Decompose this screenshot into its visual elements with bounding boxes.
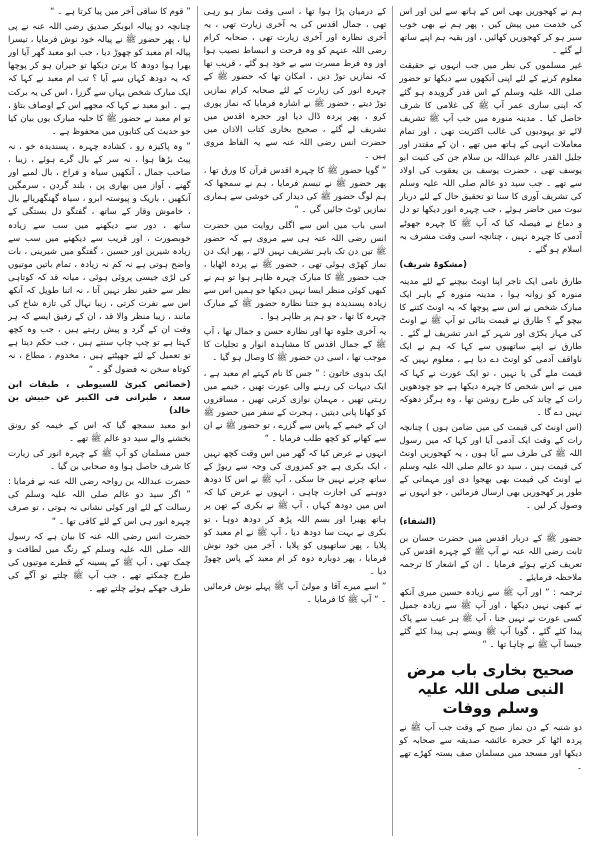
paragraph: انہوں نے عرض کیا کہ گھر میں اس وقت کچھ نہیں ، ایک بکری ہے جو کمزوری کی وجہ سے ریوڑ کے ساتھ چرنے نہیں جا سکی ، آپ ﷺ نے اس کا دودھ دوہنے کی اجازت چاہی ، انہوں نے عرض کیا کہ اس میں دودھ کہاں ، آپ ﷺ نے بکری کے تھن پر ہاتھ پھیرا اور بسم اللہ پڑھ کر دودھ دوہا ، تو بکری نے بہت سا دودھ دیا ، آپ ﷺ نے ام معبد کو پلایا ، پھر ساتھیوں کو پلایا ، آخر میں خود نوش فرمایا ، پھر دوبارہ دوہ کر ام معبد کے پاس چھوڑ دیا ۔: [203, 449, 387, 577]
column-divider: [392, 6, 393, 836]
paragraph: ” اسے میرے آقا و مولیٰ آپ ﷺ پہلے نوش فرمائیں ۔ “ آپ ﷺ کا فرمایا ۔: [203, 582, 387, 606]
paragraph: حضرت عبداللہ بن رواحہ رضی اللہ عنہ نے فرمایا : ” اگر سید دو عالم صلی اللہ علیہ وسلم کی رسالت کے لئے اور کوئی نشانی نہ ہوتی ، تو صرف چہرہ انور ہی اس کے لئے کافی تھا ۔ “: [7, 477, 191, 527]
paragraph: ” وہ پاکیزہ رو ، کشادہ چہرہ ، پسندیدہ خو ، نہ پیٹ بڑھا ہوا ، نہ سر کے بال گرے ہوئے ، زیبا ، صاحب جمال ، آنکھیں سیاہ و فراخ ، بال لمبے اور گھنے ، آواز میں بھاری پن ، بلند گردن ، سرمگیں آنکھیں ، باریک و پیوستہ ابرو ، سیاہ گھنگھریالے بال ، خاموش وقار کے ساتھ ، گفتگو دل بستگی کے ساتھ ، دور سے دیکھنے میں سب سے زیادہ خوبصورت ، اور قریب سے دیکھنے میں سب سے زیادہ شیریں اور حسین ، گفتگو میں شیرینی ، بات واضح ہوتی ہے نہ کم نہ زیادہ ، تمام باتیں موتیوں کی لڑی جیسی پروئی ہوئی ، میانہ قد کہ کوتاہی نظر سے حقیر نظر نہیں آتا ، نہ اتنا طویل کہ آنکھ اس سے نفرت کرتی ، زیبا نہال کی تازہ شاخ کی مانند ، زیبا منظر والا قد ، ان کے رفیق ایسے کہ ہر وقت ان کے گرد و پیش رہتے ہیں ، جب وہ کچھ کہتا ہے تو چپ چاپ سنتے ہیں ، جب حکم دیتا ہے تو تعمیل کے لئے جھپٹتے ہیں ، مخدوم ، مطاع ، نہ کوتاہ سخن نہ فضول گو ۔ “: [7, 141, 191, 375]
paragraph: کے درمیان پڑا ہوا تھا ، اسی وقت نماز ہو رہی تھی ، جمال اقدس کی یہ آخری زیارت تھی ، یہ آخری نظارہ اور آخری زیارت تھی ، صحابہ کرام رضی اللہ عنہم کو وہ فرحت و انبساط نصیب ہوا اور وہ فرط مسرت سے بے خود ہو گئے ، قریب تھا کہ نمازیں توڑ دیں ، امکان تھا کہ حضور ﷺ کے چہرہ انور کی زیارت کے لئے صحابہ کرام نمازیں توڑ دیتے ، حضور ﷺ نے اشارہ فرمایا کہ نماز پوری کرو ، پھر پردہ ڈال دیا اور حجرہ اقدس میں تشریف لے گئے ، صحیح بخاری کتاب الاذان میں حضرت انس رضی اللہ عنہ سے یہ الفاظ مروی ہیں ۔: [203, 7, 387, 162]
reference-citation: (خصائص کبریٰ للسیوطی ، طبقات ابن سعد ، طبرانی فی الکبیر عن حبیش بن خالد): [7, 379, 191, 416]
paragraph: ترجمہ : ” اور آپ ﷺ سے زیادہ حسین میری آنکھ نے کبھی نہیں دیکھا ، اور آپ ﷺ سے زیادہ جمیل کسی عورت نے نہیں جنا ، آپ ﷺ ہر عیب سے پاک پیدا کئے گئے ، گویا آپ ﷺ ویسے ہی پیدا کئے گئے جیسا آپ ﷺ نے چاہا تھا ۔ “: [399, 588, 582, 651]
paragraph: چنانچہ دو پیالہ ابوبکر صدیق رضی اللہ عنہ نے پی لیا ، پھر حضور ﷺ نے پیالہ خود نوش فرمایا ، تیسرا پیالہ ام معبد کو چھوڑ دیا ، جب ابو معبد گھر آیا اور بھرا ہوا دودھ کا برتن دیکھا تو حیران ہو کر پوچھا کہ یہ دودھ کہاں سے آیا ؟ تب ام معبد نے کہا کہ ایک مبارک شخص یہاں سے گزرا ، اس کی یہ برکت ہے ۔ ابو معبد نے کہا کہ مجھے اس کے اوصاف بتاؤ ، تو ام معبد نے حضور ﷺ کا حلیہ مبارک یوں بیان کیا جو حدیث کی کتابوں میں محفوظ ہے ۔: [7, 22, 191, 137]
paragraph: دو شنبہ کے دن نماز صبح کے وقت جب آپ ﷺ نے پردہ اٹھا کر حجرہ عائشہ صدیقہ سے صحابہ کو دیکھا اور مسجد میں مسلمان صف بستہ کھڑے تھے ۔: [399, 722, 582, 772]
column-right: [399, 6, 582, 836]
paragraph: ہم نے کھجوریں بھی اس کے ہاتھ سے لیں اور اس کی خدمت میں پیش کیں ، پھر ہم نے بھی خوب سیر ہو کر کھجوریں کھائیں ، اور بقیہ ہم اپنے ساتھ لے گئے ۔: [399, 7, 582, 57]
paragraph: جس مسلمان کو آپ ﷺ کے چہرہ انور کی زیارت کا شرف حاصل ہوا وہ صحابی بن گیا ۔: [7, 449, 191, 473]
paragraph: ” قوم کا ساقی آخر میں پیا کرتا ہے ۔ “: [50, 7, 191, 17]
column-divider: [197, 6, 198, 836]
paragraph: ایک بدوی خاتون : ” جس کا نام کہتے ام معبد ہے ، ایک دیہات کی رہنے والی عورت تھیں ، خیمے میں رہتی تھیں ، مہمان نوازی کرتی تھیں ، مسافروں کو کھانا پانی دیتیں ، ہجرت کے سفر میں حضور ﷺ ان کے خیمے کے پاس سے گزرے ، تو حضور ﷺ نے ان سے کھانے کو کچھ طلب فرمایا ۔ “: [203, 368, 387, 444]
column-middle: [204, 6, 387, 836]
paragraph: حضرت انس رضی اللہ عنہ کا بیان ہے کہ رسول اللہ صلی اللہ علیہ وسلم کے رنگ میں لطافت و چمک تھی ، آپ ﷺ کے پسینہ کے قطرے موتیوں کی طرح چمکتے تھے ، جب آپ ﷺ چلتے تو آگے کی طرف جھکے ہوئے چلتے تھے ۔: [7, 531, 191, 595]
reference-citation: (الشفاء): [399, 516, 436, 527]
text-columns: [8, 6, 582, 836]
paragraph: یہ آخری جلوہ تھا اور نظارہ حسن و جمال تھا ، آپ ﷺ کے جمال اقدس کا مشاہدہ انوار و تجلیات کا موجب تھا ، اسی دن حضور ﷺ کا وصال ہو گیا ۔: [203, 327, 387, 364]
section-heading: صحیح بخاری باب مرض النبی صلی اللہ علیہ وسلم ووفات: [406, 660, 575, 717]
paragraph: ابو معبد سمجھ گیا کہ اس کے خیمہ کو رونق بخشنے والے سید دو عالم ﷺ تھے ۔: [7, 420, 191, 444]
reference-citation: (مشکوۃ شریف): [399, 259, 467, 270]
paragraph: حضور ﷺ کے دربار اقدس میں حضرت حسان بن ثابت رضی اللہ عنہ نے آپ ﷺ کے چہرہ اقدس کی تعریف کرتے ہوئے فرمایا ۔ ان کے اشعار کا ترجمہ ملاحظہ فرمایئے ۔: [399, 533, 582, 583]
paragraph: اسی باب میں اس سے اگلی روایت میں حضرت انس رضی اللہ عنہ ہی سے مروی ہے کہ حضور ﷺ تین دن تک باہر تشریف نہیں لائے ، پھر ایک دن نماز کھڑی ہوئی تھی ، حضور ﷺ نے پردہ اٹھایا ، جب حضور ﷺ کا مبارک چہرہ ظاہر ہوا تو ہم نے کبھی کوئی منظر ایسا نہیں دیکھا جو ہمیں اس سے زیادہ پسندیدہ ہو جتنا نظارہ حضور ﷺ کے مبارک چہرہ کا تھا ، جو ہم پر ظاہر ہوا ۔: [203, 220, 387, 323]
paragraph: ” گویا حضور ﷺ کا چہرہ اقدس قرآن کا ورق تھا ، پھر حضور ﷺ نے تبسم فرمایا ، ہم نے سمجھا کہ ہم لوگ حضور ﷺ کی دیدار کی خوشی سے ہماری نمازیں ٹوٹ جائیں گی ۔ “: [203, 166, 387, 216]
paragraph: غیر مسلموں کی نظر میں جب انہوں نے حقیقت معلوم کرنے کے لئے اپنی آنکھوں سے دیکھا تو حضور صلی اللہ علیہ وسلم کے اس قدر گرویدہ ہو گئے کہ اپنی ساری عمر آپ ﷺ کی غلامی کا شرف حاصل کیا ۔ مدینہ منورہ میں جب آپ ﷺ تشریف لائے تو یہودیوں کی غالب اکثریت تھی ، اور تمام معاملات انہی کے ہاتھ میں تھے ، ان کے مقتدر اور جلیل القدر عالم عبداللہ بن سلام جن کی کنیت ابو یوسف تھی ، حضرت یوسف بن یعقوب کی اولاد سے تھے ۔ جب سید دو عالم صلی اللہ علیہ وسلم کی تشریف آوری کا سنا تو تحقیق حال کے لئے دربار نبوت میں حاضر ہوئے ، جب چہرہ انور دیکھا تو دل و دماغ نے فیصلہ کیا کہ آپ ﷺ کا چہرہ جھوٹے آدمی کا چہرہ نہیں ، چنانچہ اسی وقت مشرف بہ اسلام ہو گئے ۔: [399, 61, 582, 255]
paragraph: طارق نامی ایک تاجر اپنا اونٹ بیچنے کے لئے مدینہ منورہ کو روانہ ہوا ، مدینہ منورہ کے باہر ایک مبارک شخص نے اس سے پوچھا کہ یہ اونٹ کتنے کا بیچو گے ؟ طارق نے قیمت بتائی تو آپ ﷺ نے اونٹ کی مہار پکڑی اور شہر کے اندر تشریف لے گئے ۔ طارق نے اپنے ساتھیوں سے کہا کہ ہم نے ایک ناواقف آدمی کو اونٹ دے دیا ہے ، معلوم نہیں کہ قیمت ملے گی یا نہیں ، تو ایک عورت نے کہا کہ میں نے اس شخص کا چہرہ دیکھا ہے جو چودھویں رات کے چاند کی طرح روشن تھا ، وہ ہرگز دھوکہ نہیں دے گا ۔: [399, 276, 582, 418]
column-left: [8, 6, 191, 836]
paragraph: (اس اونٹ کی قیمت کی میں ضامن ہوں ) چنانچہ رات کے وقت ایک آدمی آیا اور کہا کہ میں رسول اللہ ﷺ کی طرف سے آیا ہوں ، یہ کھجوریں اونٹ کی قیمت ہیں ، سید دو عالم صلی اللہ علیہ وسلم نے اونٹ کی قیمت بھی بھجوا دی اور مہمانی کے طور پر کھجوریں بھی ارسال فرمائیں ، جو انہوں نے وصول کر لیں ۔: [399, 422, 582, 512]
